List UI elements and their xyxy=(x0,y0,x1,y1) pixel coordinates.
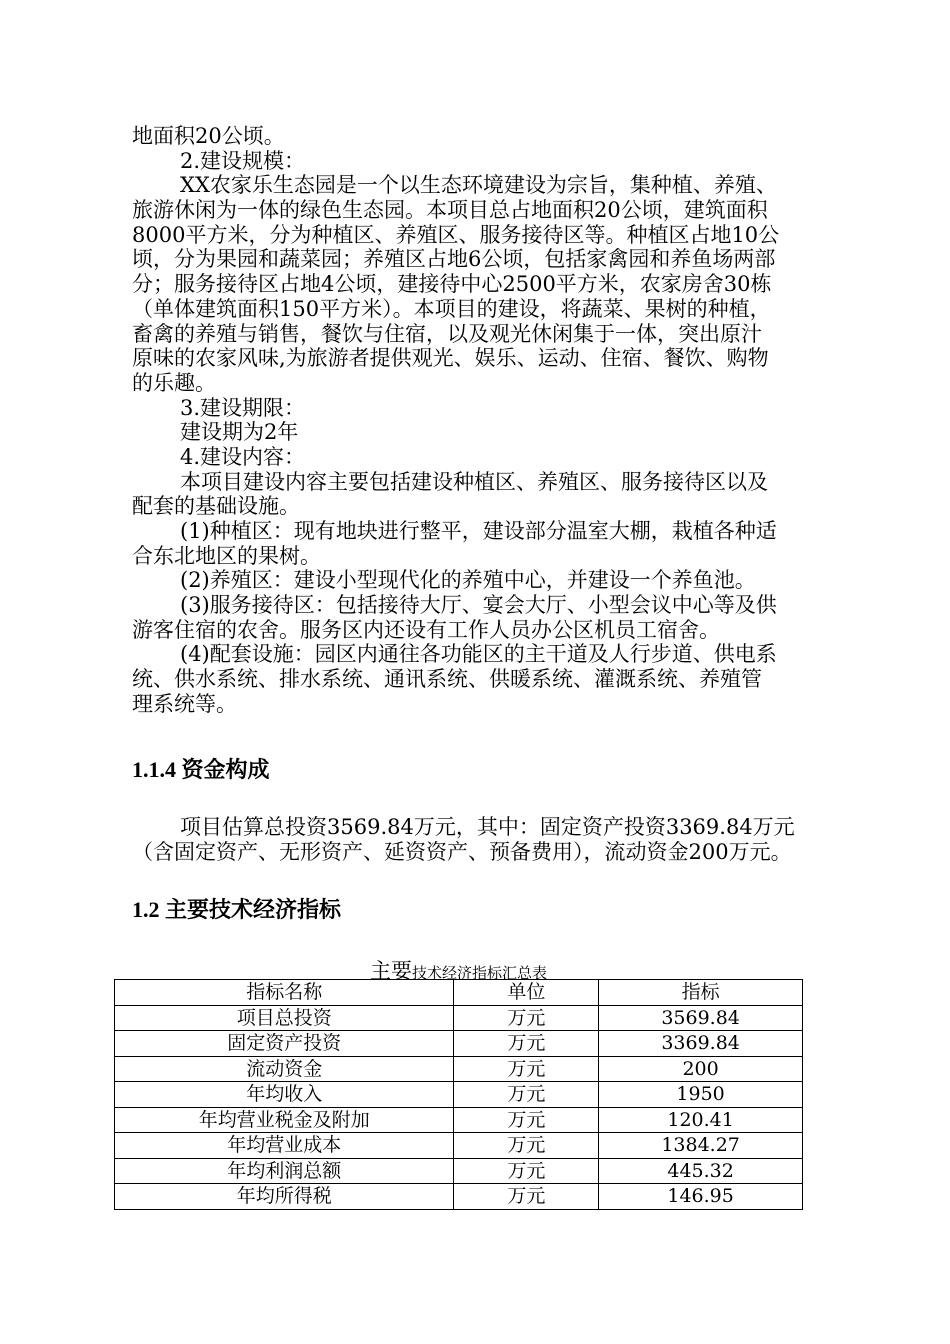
text-line: 2.建设规模： xyxy=(180,148,306,173)
row-value: 3569.84 xyxy=(599,1005,803,1031)
row-value: 200 xyxy=(599,1056,803,1082)
row-indicator-name: 年均营业成本 xyxy=(115,1133,454,1159)
header-unit: 单位 xyxy=(454,980,599,1006)
row-value: 146.95 xyxy=(599,1184,803,1210)
text-line: 建设期为2年 xyxy=(180,420,299,445)
project-description-paragraphs xyxy=(132,124,872,717)
table-row xyxy=(115,1184,803,1210)
text-line: (3)服务接待区：包括接待大厅、宴会大厅、小型会议中心等及供 xyxy=(180,593,777,618)
row-indicator-name: 项目总投资 xyxy=(115,1005,454,1031)
table-row xyxy=(115,1056,803,1082)
row-indicator-name: 年均利润总额 xyxy=(115,1158,454,1184)
table-header-row xyxy=(115,980,803,1006)
text-line: (2)养殖区：建设小型现代化的养殖中心，并建设一个养鱼池。 xyxy=(180,568,756,593)
text-line: 原味的农家风味,为旅游者提供观光、娱乐、运动、住宿、餐饮、购物 xyxy=(132,346,769,371)
text-line: （单体建筑面积150平方米）。本项目的建设，将蔬菜、果树的种植， xyxy=(132,296,771,321)
table-caption-prefix: 主要 xyxy=(369,959,412,983)
table-caption-title: 技术经济指标汇总表 xyxy=(411,964,547,982)
text-line: 统、供水系统、排水系统、通讯系统、供暖系统、灌溉系统、养殖管 xyxy=(132,667,762,692)
text-line: 本项目建设内容主要包括建设种植区、养殖区、服务接待区以及 xyxy=(180,469,768,494)
table-row xyxy=(115,1107,803,1133)
table-row xyxy=(115,1158,803,1184)
row-indicator-name: 年均所得税 xyxy=(115,1184,454,1210)
row-value: 445.32 xyxy=(599,1158,803,1184)
table-row xyxy=(115,1082,803,1108)
funds-paragraph xyxy=(132,815,872,864)
text-line: 畜禽的养殖与销售，餐饮与住宿，以及观光休闲集于一体，突出原汁 xyxy=(132,321,762,346)
row-indicator-name: 固定资产投资 xyxy=(115,1031,454,1057)
text-line: 地面积20公顷。 xyxy=(132,124,285,148)
row-value: 1950 xyxy=(599,1082,803,1108)
header-value: 指标 xyxy=(599,980,803,1006)
section-heading-funds: 1.1.4 资金构成 xyxy=(132,757,270,782)
row-unit: 万元 xyxy=(454,1056,599,1082)
text-line: 项目估算总投资3569.84万元，其中：固定资产投资3369.84万元 xyxy=(180,815,795,839)
row-unit: 万元 xyxy=(454,1184,599,1210)
indicators-table xyxy=(114,979,803,1210)
row-unit: 万元 xyxy=(454,1107,599,1133)
text-line: (1)种植区：现有地块进行整平，建设部分温室大棚，栽植各种适 xyxy=(180,519,777,543)
section-heading-indicators: 1.2 主要技术经济指标 xyxy=(132,897,342,922)
row-indicator-name: 年均收入 xyxy=(115,1082,454,1108)
text-line: 游客住宿的农舍。服务区内还设有工作人员办公区机员工宿舍。 xyxy=(132,617,720,642)
row-unit: 万元 xyxy=(454,1031,599,1057)
text-line: 分；服务接待区占地4公顷，建接待中心2500平方米，农家房舍30栋 xyxy=(132,272,772,297)
row-indicator-name: 年均营业税金及附加 xyxy=(115,1107,454,1133)
row-value: 3369.84 xyxy=(599,1031,803,1057)
text-line: 合东北地区的果树。 xyxy=(132,543,321,568)
header-indicator-name: 指标名称 xyxy=(115,980,454,1006)
row-value: 1384.27 xyxy=(599,1133,803,1159)
row-unit: 万元 xyxy=(454,1133,599,1159)
text-line: XX农家乐生态园是一个以生态环境建设为宗旨，集种植、养殖、 xyxy=(180,173,777,198)
text-line: 的乐趣。 xyxy=(132,370,216,395)
table-row xyxy=(115,1005,803,1031)
text-line: 配套的基础设施。 xyxy=(132,494,300,519)
text-line: 顷，分为果园和蔬菜园；养殖区占地6公顷，包括家禽园和养鱼场两部 xyxy=(132,247,776,272)
row-unit: 万元 xyxy=(454,1158,599,1184)
text-line: (4)配套设施：园区内通往各功能区的主干道及人行步道、供电系 xyxy=(180,642,777,667)
text-line: 4.建设内容： xyxy=(180,444,306,469)
table-row xyxy=(115,1031,803,1057)
text-line: 旅游休闲为一体的绿色生态园。本项目总占地面积20公顷，建筑面积 xyxy=(132,198,768,223)
row-unit: 万元 xyxy=(454,1082,599,1108)
row-value: 120.41 xyxy=(599,1107,803,1133)
row-indicator-name: 流动资金 xyxy=(115,1056,454,1082)
text-line: 理系统等。 xyxy=(132,691,237,716)
text-line: 8000平方米，分为种植区、养殖区、服务接待区等。种植区占地10公 xyxy=(132,222,780,247)
row-unit: 万元 xyxy=(454,1005,599,1031)
table-row xyxy=(115,1133,803,1159)
text-line: 3.建设期限： xyxy=(180,395,306,420)
text-line: （含固定资产、无形资产、延资资产、预备费用），流动资金200万元。 xyxy=(132,839,792,864)
